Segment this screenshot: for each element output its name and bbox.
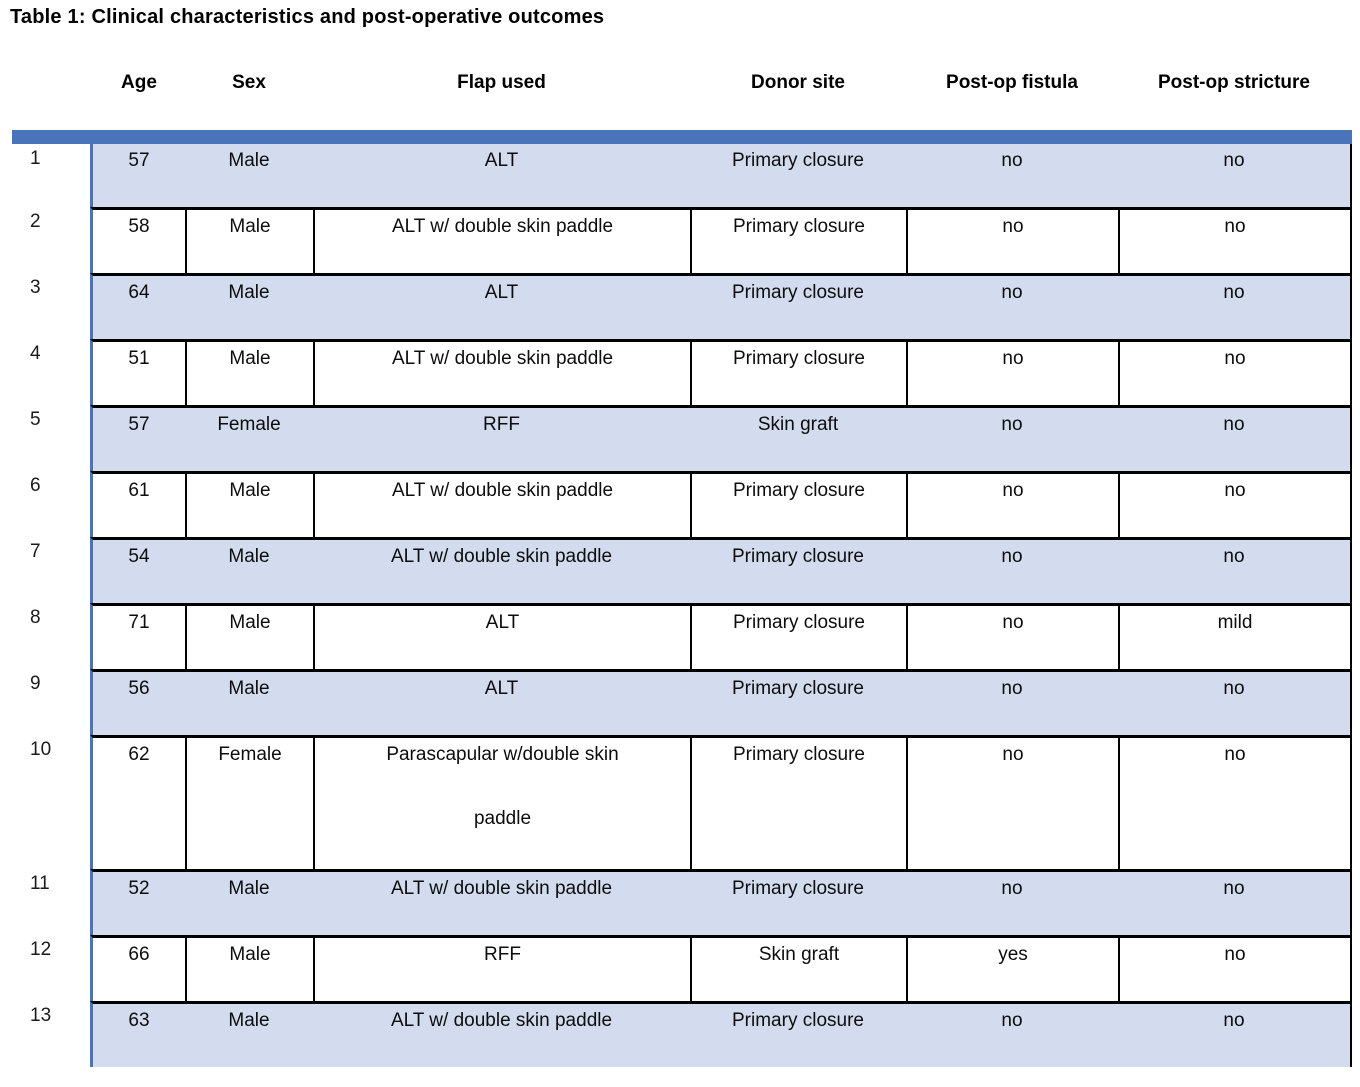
row-number: 1 — [30, 148, 41, 169]
cell-flap-line: ALT — [484, 150, 519, 171]
cell-fistula: no — [1001, 678, 1023, 699]
table-title: Table 1: Clinical characteristics and post-operative outcomes — [10, 6, 605, 28]
cell-flap — [313, 738, 690, 869]
cell-age: 58 — [128, 216, 150, 237]
cell-age: 57 — [128, 414, 150, 435]
cell-age: 57 — [128, 150, 150, 171]
cell-stricture: no — [1118, 474, 1350, 537]
cell-donor: Primary closure — [732, 546, 864, 567]
cell-donor: Primary closure — [690, 342, 906, 405]
row-number: 6 — [30, 475, 41, 496]
row-cells — [90, 207, 1352, 273]
cell-fistula: no — [1001, 878, 1023, 899]
cell-sex: Female — [217, 414, 281, 435]
cell-fistula: no — [1001, 282, 1023, 303]
cell-fistula: no — [906, 474, 1118, 537]
row-cells — [90, 1001, 1352, 1067]
row-cells — [90, 669, 1352, 735]
header-age: Age — [121, 72, 157, 93]
cell-flap — [313, 210, 690, 273]
table-row — [10, 537, 1352, 603]
cell-fistula: no — [906, 606, 1118, 669]
row-cells — [90, 935, 1352, 1001]
row-cells — [90, 537, 1352, 603]
cell-flap — [313, 540, 690, 603]
cell-age: 52 — [128, 878, 150, 899]
cell-sex: Male — [185, 210, 313, 273]
cell-flap — [313, 872, 690, 935]
cell-fistula: no — [906, 210, 1118, 273]
cell-flap-line: paddle — [473, 808, 532, 829]
row-number: 8 — [30, 607, 41, 628]
cell-age: 66 — [128, 944, 150, 965]
cell-flap-line: RFF — [484, 944, 521, 965]
header-donor-site: Donor site — [751, 72, 845, 93]
row-number: 7 — [30, 541, 41, 562]
row-number: 9 — [30, 673, 41, 694]
cell-sex: Male — [185, 938, 313, 1001]
cell-stricture: no — [1118, 738, 1350, 869]
cell-donor: Skin graft — [757, 414, 839, 435]
cell-stricture: mild — [1118, 606, 1350, 669]
header-post-op-stricture: Post-op stricture — [1157, 72, 1311, 93]
cell-stricture: no — [1223, 546, 1245, 567]
cell-flap-line: ALT w/ double skin paddle — [390, 546, 613, 567]
cell-stricture: no — [1223, 150, 1245, 171]
cell-stricture: no — [1223, 1010, 1245, 1031]
cell-age: 62 — [128, 744, 150, 765]
table-row — [10, 603, 1352, 669]
row-cells — [90, 735, 1352, 869]
row-number: 2 — [30, 211, 41, 232]
row-cells — [90, 603, 1352, 669]
cell-fistula: no — [1001, 546, 1023, 567]
row-number: 10 — [30, 739, 52, 760]
cell-donor: Primary closure — [732, 678, 864, 699]
cell-flap-line: Parascapular w/double skin — [386, 744, 619, 765]
header-sex: Sex — [232, 72, 266, 93]
cell-sex: Male — [185, 474, 313, 537]
cell-donor: Primary closure — [690, 738, 906, 869]
table-row — [10, 1001, 1352, 1067]
cell-sex: Male — [228, 878, 270, 899]
cell-flap — [313, 606, 690, 669]
cell-age: 61 — [128, 480, 150, 501]
table-row — [10, 869, 1352, 935]
cell-age: 63 — [128, 1010, 150, 1031]
row-number: 5 — [30, 409, 41, 430]
cell-flap-line: ALT w/ double skin paddle — [391, 480, 614, 501]
cell-donor: Primary closure — [732, 282, 864, 303]
table-row — [10, 735, 1352, 869]
cell-age: 64 — [128, 282, 150, 303]
cell-sex: Male — [228, 1010, 270, 1031]
row-cells — [90, 471, 1352, 537]
cell-flap — [313, 408, 690, 471]
cell-flap-line: ALT — [484, 282, 519, 303]
table-row — [10, 405, 1352, 471]
cell-stricture: no — [1223, 678, 1245, 699]
cell-fistula: no — [1001, 1010, 1023, 1031]
cell-donor: Primary closure — [732, 878, 864, 899]
cell-stricture: no — [1223, 414, 1245, 435]
cell-donor: Primary closure — [690, 606, 906, 669]
cell-flap — [313, 1004, 690, 1067]
cell-stricture: no — [1223, 282, 1245, 303]
cell-sex: Male — [185, 342, 313, 405]
cell-flap — [313, 938, 690, 1001]
cell-flap-line: ALT w/ double skin paddle — [390, 878, 613, 899]
row-number: 3 — [30, 277, 41, 298]
cell-sex: Male — [185, 606, 313, 669]
cell-sex: Male — [228, 150, 270, 171]
cell-stricture: no — [1118, 210, 1350, 273]
cell-sex: Male — [228, 678, 270, 699]
cell-donor: Primary closure — [732, 1010, 864, 1031]
row-cells — [90, 339, 1352, 405]
table-row — [10, 935, 1352, 1001]
cell-fistula: no — [1001, 150, 1023, 171]
cell-fistula: no — [1001, 414, 1023, 435]
cell-flap — [313, 672, 690, 735]
cell-fistula: yes — [906, 938, 1118, 1001]
cell-flap-line: ALT w/ double skin paddle — [391, 348, 614, 369]
row-cells — [90, 144, 1352, 207]
cell-flap — [313, 342, 690, 405]
table-row — [10, 273, 1352, 339]
cell-age: 51 — [128, 348, 150, 369]
cell-flap-line: ALT w/ double skin paddle — [391, 216, 614, 237]
table-header-row — [93, 72, 1350, 94]
cell-donor: Primary closure — [690, 474, 906, 537]
cell-fistula: no — [906, 342, 1118, 405]
cell-flap-line: RFF — [483, 414, 520, 435]
cell-sex: Male — [228, 282, 270, 303]
row-cells — [90, 273, 1352, 339]
cell-donor: Skin graft — [690, 938, 906, 1001]
cell-flap — [313, 144, 690, 207]
header-flap-used: Flap used — [457, 72, 546, 93]
cell-flap-line: ALT — [484, 678, 519, 699]
cell-age: 56 — [128, 678, 150, 699]
cell-stricture: no — [1118, 938, 1350, 1001]
cell-age: 71 — [128, 612, 150, 633]
row-cells — [90, 869, 1352, 935]
table-body — [10, 144, 1352, 1067]
table-row — [10, 471, 1352, 537]
cell-age: 54 — [128, 546, 150, 567]
row-number: 4 — [30, 343, 41, 364]
cell-stricture: no — [1223, 878, 1245, 899]
cell-flap — [313, 276, 690, 339]
cell-donor: Primary closure — [732, 150, 864, 171]
cell-flap-line: ALT w/ double skin paddle — [390, 1010, 613, 1031]
table-row — [10, 144, 1352, 207]
cell-donor: Primary closure — [690, 210, 906, 273]
cell-flap — [313, 474, 690, 537]
table-row — [10, 207, 1352, 273]
table-row — [10, 339, 1352, 405]
row-cells — [90, 405, 1352, 471]
cell-sex: Male — [228, 546, 270, 567]
row-number: 11 — [30, 873, 50, 894]
cell-flap-line: ALT — [485, 612, 520, 633]
header-accent-bar — [12, 130, 1352, 144]
table-row — [10, 669, 1352, 735]
cell-stricture: no — [1118, 342, 1350, 405]
row-number: 12 — [30, 939, 52, 960]
header-post-op-fistula: Post-op fistula — [946, 72, 1078, 93]
cell-fistula: no — [906, 738, 1118, 869]
cell-sex: Female — [185, 738, 313, 869]
row-number: 13 — [30, 1005, 52, 1026]
